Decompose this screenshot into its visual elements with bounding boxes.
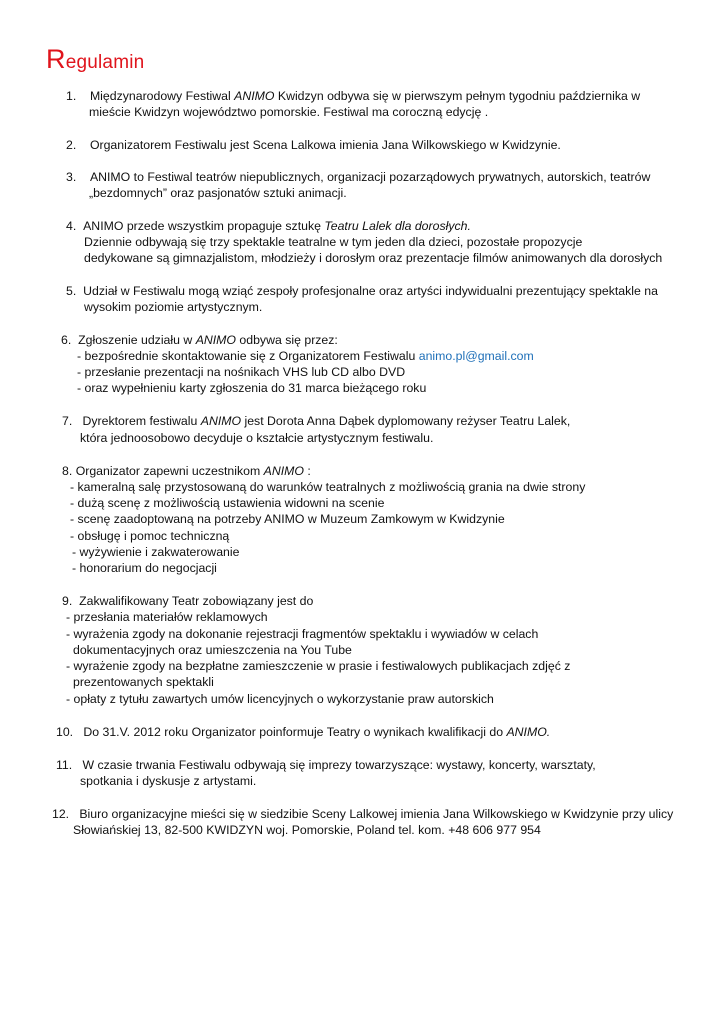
contact-email-link[interactable]: animo.pl@gmail.com: [418, 349, 534, 363]
section-6-line-1: 6. Zgłoszenie udziału w ANIMO odbywa się przez:: [61, 333, 338, 347]
section-9-item-3-line-2: prezentowanych spektakli: [73, 675, 214, 689]
section-12-line-1: 12. Biuro organizacyjne mieści się w siedzibie Sceny Lalkowej imienia Jana Wilkowskiego w Kwidzynie przy ulicy: [52, 807, 674, 821]
section-1-line-2: mieście Kwidzyn województwo pomorskie. Festiwal ma coroczną edycję .: [89, 105, 489, 119]
section-11-line-2: spotkania i dyskusje z artystami.: [80, 774, 257, 788]
section-5-line-2: wysokim poziomie artystycznym.: [84, 300, 263, 314]
section-12-line-2: Słowiańskiej 13, 82-500 KWIDZYN woj. Pomorskie, Poland tel. kom. +48 606 977 954: [73, 823, 541, 837]
section-9-item-2-line-2: dokumentacyjnych oraz umieszczenia na You Tube: [73, 643, 352, 657]
section-6-line-2: - bezpośrednie skontaktowanie się z Organizatorem Festiwalu animo.pl@gmail.com: [77, 349, 534, 363]
section-8-item-4: - obsługę i pomoc techniczną: [70, 529, 230, 543]
section-8-item-5: - wyżywienie i zakwaterowanie: [72, 545, 240, 559]
section-9-line-1: 9. Zakwalifikowany Teatr zobowiązany jest do: [62, 594, 314, 608]
section-7-line-1: 7. Dyrektorem festiwalu ANIMO jest Dorota Anna Dąbek dyplomowany reżyser Teatru Lalek,: [62, 414, 571, 428]
section-5-line-1: 5. Udział w Festiwalu mogą wziąć zespoły profesjonalne oraz artyści indywidualni prezentujący spektakle na: [66, 284, 658, 298]
section-9-item-4: - opłaty z tytułu zawartych umów licencyjnych o wykorzystanie praw autorskich: [66, 692, 494, 706]
section-11-line-1: 11. W czasie trwania Festiwalu odbywają się imprezy towarzyszące: wystawy, koncerty, warsztaty,: [56, 758, 596, 772]
section-9-item-3-line-1: - wyrażenie zgody na bezpłatne zamieszczenie w prasie i festiwalowych publikacjach zdjęć z: [66, 659, 571, 673]
section-4-line-1: 4. ANIMO przede wszystkim propaguje sztukę Teatru Lalek dla dorosłych.: [66, 219, 471, 233]
section-8-item-3: - scenę zaadoptowaną na potrzeby ANIMO w Muzeum Zamkowym w Kwidzynie: [70, 512, 505, 526]
section-4-line-3: dedykowane są gimnazjalistom, młodzieży i dorosłym oraz prezentacje filmów animowanych dla dorosłych: [84, 251, 663, 265]
section-8-line-1: 8. Organizator zapewni uczestnikom ANIMO :: [62, 464, 311, 478]
section-9-item-2-line-1: - wyrażenia zgody na dokonanie rejestracji fragmentów spektaklu i wywiadów w celach: [66, 627, 539, 641]
section-4-line-2: Dziennie odbywają się trzy spektakle teatralne w tym jeden dla dzieci, pozostałe propozycje: [84, 235, 583, 249]
section-9-item-1: - przesłania materiałów reklamowych: [66, 610, 268, 624]
section-7-line-2: która jednoosobowo decyduje o kształcie artystycznym festiwalu.: [80, 431, 434, 445]
document-title: Regulamin: [46, 44, 145, 74]
section-8-item-6: - honorarium do negocjacji: [72, 561, 217, 575]
section-8-item-2: - dużą scenę z możliwością ustawienia widowni na scenie: [70, 496, 385, 510]
section-3-line-1: 3. ANIMO to Festiwal teatrów niepublicznych, organizacji pozarządowych prywatnych, autorskich, teatrów: [66, 170, 651, 184]
section-1-line-1: 1. Międzynarodowy Festiwal ANIMO Kwidzyn odbywa się w pierwszym pełnym tygodniu października w: [66, 89, 641, 103]
section-6-line-3: - przesłanie prezentacji na nośnikach VHS lub CD albo DVD: [77, 365, 406, 379]
section-3-line-2: „bezdomnych” oraz pasjonatów sztuki animacji.: [89, 186, 347, 200]
section-8-item-1: - kameralną salę przystosowaną do warunków teatralnych z możliwością grania na dwie strony: [70, 480, 586, 494]
section-2-line-1: 2. Organizatorem Festiwalu jest Scena Lalkowa imienia Jana Wilkowskiego w Kwidzynie.: [66, 138, 561, 152]
section-10-line-1: 10. Do 31.V. 2012 roku Organizator poinformuje Teatry o wynikach kwalifikacji do ANIMO.: [56, 725, 551, 739]
section-6-line-4: - oraz wypełnieniu karty zgłoszenia do 31 marca bieżącego roku: [77, 381, 427, 395]
